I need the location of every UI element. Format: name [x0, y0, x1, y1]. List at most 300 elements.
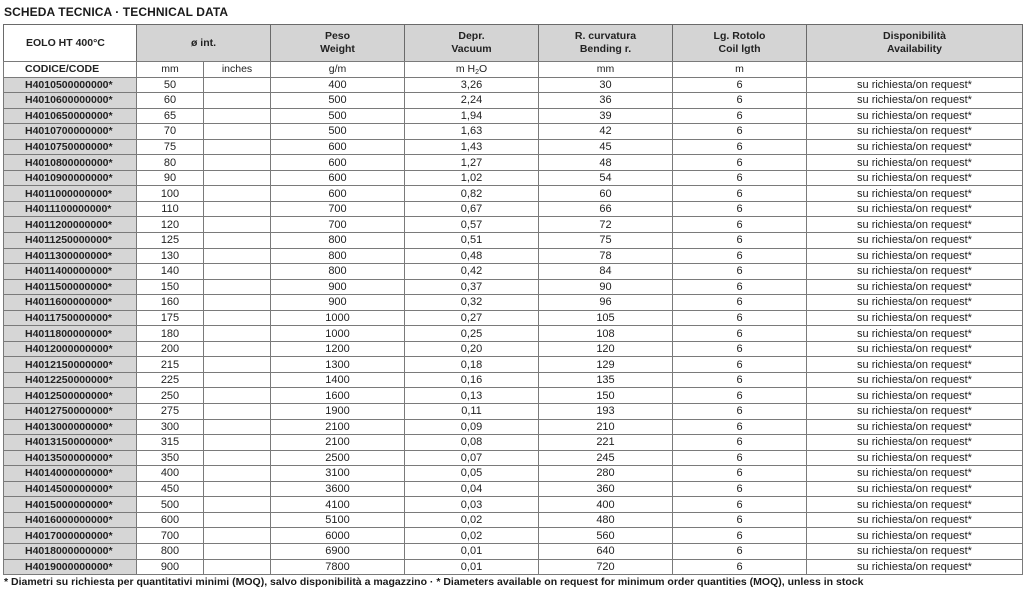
bending-radius: 245	[539, 450, 673, 466]
bending-radius: 66	[539, 201, 673, 217]
weight-header	[271, 25, 405, 62]
vacuum-unit-tail: O	[478, 63, 488, 76]
diameter-mm: 175	[137, 310, 204, 326]
diameter-mm: 120	[137, 217, 204, 233]
product-code: H4016000000000*	[4, 512, 137, 528]
weight-value: 900	[271, 279, 405, 295]
weight-value: 3600	[271, 481, 405, 497]
diameter-mm: 75	[137, 139, 204, 155]
diameter-mm: 160	[137, 295, 204, 311]
diameter-mm: 500	[137, 497, 204, 513]
bending-radius: 108	[539, 326, 673, 342]
table-row	[4, 124, 1023, 140]
footnote: * Diametri su richiesta per quantitativi minimi (MOQ), salvo disponibilità a magazzino · * Diameters available on request for minimum order quantities (MOQ), unless in stock	[4, 576, 864, 588]
coil-length: 6	[673, 466, 807, 482]
vacuum-value: 1,27	[405, 155, 539, 171]
bending-radius: 54	[539, 170, 673, 186]
bending-radius: 120	[539, 341, 673, 357]
diameter-inches	[204, 264, 271, 280]
page-title: SCHEDA TECNICA · TECHNICAL DATA	[4, 5, 229, 19]
vacuum-value: 0,37	[405, 279, 539, 295]
product-code: H4010600000000*	[4, 93, 137, 109]
mm-unit: mm	[137, 62, 204, 78]
coil-length: 6	[673, 186, 807, 202]
coil-length: 6	[673, 139, 807, 155]
availability-value: su richiesta/on request*	[807, 357, 1023, 373]
weight-value: 600	[271, 170, 405, 186]
bending-unit: mm	[539, 62, 673, 78]
coil-length: 6	[673, 497, 807, 513]
availability-value: su richiesta/on request*	[807, 466, 1023, 482]
weight-header-it: Peso	[324, 30, 351, 42]
availability-value: su richiesta/on request*	[807, 93, 1023, 109]
product-code: H4010500000000*	[4, 77, 137, 93]
bending-radius: 36	[539, 93, 673, 109]
availability-value: su richiesta/on request*	[807, 341, 1023, 357]
code-unit: CODICE/CODE	[4, 62, 137, 78]
inches-unit: inches	[204, 62, 271, 78]
diameter-mm: 600	[137, 512, 204, 528]
diameter-mm: 200	[137, 341, 204, 357]
diameter-mm: 60	[137, 93, 204, 109]
diameter-inches	[204, 77, 271, 93]
product-code: H4010800000000*	[4, 155, 137, 171]
availability-value: su richiesta/on request*	[807, 170, 1023, 186]
availability-value: su richiesta/on request*	[807, 248, 1023, 264]
weight-value: 1400	[271, 372, 405, 388]
table-row	[4, 404, 1023, 420]
diameter-inches	[204, 170, 271, 186]
diameter-mm: 70	[137, 124, 204, 140]
table-row	[4, 388, 1023, 404]
vacuum-value: 0,02	[405, 512, 539, 528]
table-row	[4, 217, 1023, 233]
diameter-inches	[204, 326, 271, 342]
coil-length: 6	[673, 233, 807, 249]
table-row	[4, 93, 1023, 109]
vacuum-value: 0,03	[405, 497, 539, 513]
availability-value: su richiesta/on request*	[807, 497, 1023, 513]
weight-value: 6900	[271, 543, 405, 559]
diameter-inches	[204, 497, 271, 513]
weight-value: 1300	[271, 357, 405, 373]
vacuum-value: 2,24	[405, 93, 539, 109]
table-row	[4, 559, 1023, 575]
product-code: H4010650000000*	[4, 108, 137, 124]
diameter-inches	[204, 466, 271, 482]
diameter-mm: 225	[137, 372, 204, 388]
availability-header	[807, 25, 1023, 62]
weight-value: 1000	[271, 326, 405, 342]
coil-length: 6	[673, 77, 807, 93]
coil-length: 6	[673, 450, 807, 466]
weight-header-en: Weight	[320, 43, 355, 55]
vacuum-value: 1,02	[405, 170, 539, 186]
product-code: H4012150000000*	[4, 357, 137, 373]
product-code: H4011600000000*	[4, 295, 137, 311]
diameter-inches	[204, 139, 271, 155]
availability-value: su richiesta/on request*	[807, 108, 1023, 124]
weight-value: 1000	[271, 310, 405, 326]
product-code: H4011200000000*	[4, 217, 137, 233]
availability-value: su richiesta/on request*	[807, 372, 1023, 388]
table-row	[4, 248, 1023, 264]
coil-length: 6	[673, 419, 807, 435]
diameter-inches	[204, 201, 271, 217]
availability-value: su richiesta/on request*	[807, 77, 1023, 93]
diameter-inches	[204, 108, 271, 124]
units-row	[4, 62, 1023, 78]
diameter-inches	[204, 248, 271, 264]
bending-radius: 560	[539, 528, 673, 544]
bending-radius: 30	[539, 77, 673, 93]
coil-length: 6	[673, 108, 807, 124]
product-code: H4013500000000*	[4, 450, 137, 466]
product-code: H4019000000000*	[4, 559, 137, 575]
weight-value: 3100	[271, 466, 405, 482]
table-row	[4, 310, 1023, 326]
vacuum-value: 0,09	[405, 419, 539, 435]
vacuum-value: 0,51	[405, 233, 539, 249]
vacuum-unit-sub: 2	[475, 69, 479, 77]
vacuum-value: 0,67	[405, 201, 539, 217]
weight-value: 700	[271, 201, 405, 217]
model-header: EOLO HT 400°C	[4, 25, 137, 62]
product-code: H4013000000000*	[4, 419, 137, 435]
weight-value: 600	[271, 155, 405, 171]
vacuum-header	[405, 25, 539, 62]
coil-length: 6	[673, 543, 807, 559]
table-row	[4, 201, 1023, 217]
bending-radius: 210	[539, 419, 673, 435]
coil-length: 6	[673, 217, 807, 233]
product-code: H4011400000000*	[4, 264, 137, 280]
table-row	[4, 77, 1023, 93]
availability-header-en: Availability	[886, 43, 943, 55]
availability-value: su richiesta/on request*	[807, 435, 1023, 451]
coil-length: 6	[673, 170, 807, 186]
table-row	[4, 108, 1023, 124]
product-code: H4018000000000*	[4, 543, 137, 559]
coil-length: 6	[673, 404, 807, 420]
vacuum-value: 0,11	[405, 404, 539, 420]
availability-value: su richiesta/on request*	[807, 450, 1023, 466]
product-code: H4012000000000*	[4, 341, 137, 357]
bending-header-it: R. curvatura	[574, 30, 637, 42]
table-row	[4, 233, 1023, 249]
bending-radius: 480	[539, 512, 673, 528]
bending-radius: 78	[539, 248, 673, 264]
diameter-inches	[204, 93, 271, 109]
coil-length: 6	[673, 388, 807, 404]
table-row	[4, 543, 1023, 559]
availability-value: su richiesta/on request*	[807, 295, 1023, 311]
table-row	[4, 450, 1023, 466]
bending-radius: 400	[539, 497, 673, 513]
diameter-inches	[204, 435, 271, 451]
availability-value: su richiesta/on request*	[807, 233, 1023, 249]
vacuum-value: 1,63	[405, 124, 539, 140]
product-code: H4011300000000*	[4, 248, 137, 264]
vacuum-value: 0,42	[405, 264, 539, 280]
availability-value: su richiesta/on request*	[807, 310, 1023, 326]
bending-radius: 280	[539, 466, 673, 482]
availability-value: su richiesta/on request*	[807, 481, 1023, 497]
coil-length: 6	[673, 528, 807, 544]
diameter-mm: 450	[137, 481, 204, 497]
product-code: H4011000000000*	[4, 186, 137, 202]
product-code: H4014000000000*	[4, 466, 137, 482]
diameter-mm: 100	[137, 186, 204, 202]
diameter-inches	[204, 310, 271, 326]
diameter-mm: 110	[137, 201, 204, 217]
weight-value: 700	[271, 217, 405, 233]
weight-value: 800	[271, 233, 405, 249]
table-row	[4, 155, 1023, 171]
vacuum-value: 1,94	[405, 108, 539, 124]
table-row	[4, 264, 1023, 280]
weight-value: 2100	[271, 419, 405, 435]
diameter-inches	[204, 372, 271, 388]
weight-value: 900	[271, 295, 405, 311]
bending-radius: 150	[539, 388, 673, 404]
availability-unit	[807, 62, 1023, 78]
diameter-mm: 800	[137, 543, 204, 559]
coil-length: 6	[673, 357, 807, 373]
coil-length: 6	[673, 341, 807, 357]
table-row	[4, 372, 1023, 388]
vacuum-unit	[405, 62, 539, 78]
availability-value: su richiesta/on request*	[807, 155, 1023, 171]
availability-header-it: Disponibilità	[883, 30, 946, 42]
product-code: H4011500000000*	[4, 279, 137, 295]
availability-value: su richiesta/on request*	[807, 201, 1023, 217]
coil-unit: m	[673, 62, 807, 78]
diameter-inches	[204, 543, 271, 559]
diameter-inches	[204, 512, 271, 528]
bending-header-en: Bending r.	[579, 43, 632, 55]
table-row	[4, 435, 1023, 451]
product-code: H4013150000000*	[4, 435, 137, 451]
vacuum-value: 0,01	[405, 543, 539, 559]
table-header	[3, 24, 1023, 62]
coil-length: 6	[673, 559, 807, 575]
table-row	[4, 341, 1023, 357]
availability-value: su richiesta/on request*	[807, 326, 1023, 342]
diameter-inches	[204, 404, 271, 420]
bending-radius: 90	[539, 279, 673, 295]
vacuum-value: 0,32	[405, 295, 539, 311]
availability-value: su richiesta/on request*	[807, 124, 1023, 140]
product-code: H4015000000000*	[4, 497, 137, 513]
diameter-inches	[204, 295, 271, 311]
bending-radius: 135	[539, 372, 673, 388]
weight-value: 1900	[271, 404, 405, 420]
bending-radius: 105	[539, 310, 673, 326]
availability-value: su richiesta/on request*	[807, 543, 1023, 559]
availability-value: su richiesta/on request*	[807, 264, 1023, 280]
availability-value: su richiesta/on request*	[807, 186, 1023, 202]
bending-radius: 75	[539, 233, 673, 249]
diameter-inches	[204, 279, 271, 295]
coil-length: 6	[673, 310, 807, 326]
product-code: H4014500000000*	[4, 481, 137, 497]
bending-radius: 48	[539, 155, 673, 171]
coil-length: 6	[673, 124, 807, 140]
diameter-mm: 140	[137, 264, 204, 280]
bending-radius: 221	[539, 435, 673, 451]
table-row	[4, 466, 1023, 482]
diameter-inches	[204, 388, 271, 404]
vacuum-value: 0,82	[405, 186, 539, 202]
availability-value: su richiesta/on request*	[807, 279, 1023, 295]
weight-value: 500	[271, 108, 405, 124]
availability-value: su richiesta/on request*	[807, 388, 1023, 404]
diameter-mm: 130	[137, 248, 204, 264]
diameter-inches	[204, 186, 271, 202]
diameter-mm: 300	[137, 419, 204, 435]
table-row	[4, 357, 1023, 373]
diameter-mm: 65	[137, 108, 204, 124]
availability-value: su richiesta/on request*	[807, 528, 1023, 544]
weight-value: 5100	[271, 512, 405, 528]
vacuum-value: 0,27	[405, 310, 539, 326]
diameter-inches	[204, 217, 271, 233]
diameter-mm: 315	[137, 435, 204, 451]
coil-length: 6	[673, 248, 807, 264]
bending-header	[539, 25, 673, 62]
product-code: H4011750000000*	[4, 310, 137, 326]
diameter-inches	[204, 357, 271, 373]
vacuum-value: 0,13	[405, 388, 539, 404]
weight-value: 600	[271, 139, 405, 155]
table-row	[4, 326, 1023, 342]
table-row	[4, 419, 1023, 435]
vacuum-value: 0,16	[405, 372, 539, 388]
vacuum-header-it: Depr.	[458, 30, 485, 42]
vacuum-value: 0,05	[405, 466, 539, 482]
vacuum-value: 0,48	[405, 248, 539, 264]
weight-value: 500	[271, 124, 405, 140]
diameter-inches	[204, 481, 271, 497]
technical-data-table	[3, 61, 1023, 575]
coil-length: 6	[673, 201, 807, 217]
diameter-inches	[204, 124, 271, 140]
coil-length: 6	[673, 481, 807, 497]
availability-value: su richiesta/on request*	[807, 419, 1023, 435]
weight-value: 4100	[271, 497, 405, 513]
bending-radius: 60	[539, 186, 673, 202]
bending-radius: 129	[539, 357, 673, 373]
coil-header	[673, 25, 807, 62]
vacuum-value: 0,20	[405, 341, 539, 357]
table-row	[4, 279, 1023, 295]
diameter-mm: 900	[137, 559, 204, 575]
weight-value: 800	[271, 264, 405, 280]
table-row	[4, 528, 1023, 544]
bending-radius: 96	[539, 295, 673, 311]
availability-value: su richiesta/on request*	[807, 559, 1023, 575]
diameter-inches	[204, 233, 271, 249]
weight-value: 500	[271, 93, 405, 109]
table-row	[4, 139, 1023, 155]
bending-radius: 84	[539, 264, 673, 280]
coil-length: 6	[673, 372, 807, 388]
vacuum-value: 0,01	[405, 559, 539, 575]
product-code: H4012250000000*	[4, 372, 137, 388]
bending-radius: 640	[539, 543, 673, 559]
weight-value: 2500	[271, 450, 405, 466]
weight-value: 800	[271, 248, 405, 264]
diameter-mm: 350	[137, 450, 204, 466]
diameter-mm: 700	[137, 528, 204, 544]
product-code: H4011100000000*	[4, 201, 137, 217]
availability-value: su richiesta/on request*	[807, 512, 1023, 528]
diameter-mm: 150	[137, 279, 204, 295]
diameter-mm: 50	[137, 77, 204, 93]
bending-radius: 360	[539, 481, 673, 497]
vacuum-value: 0,08	[405, 435, 539, 451]
vacuum-value: 0,07	[405, 450, 539, 466]
weight-value: 1200	[271, 341, 405, 357]
diameter-mm: 180	[137, 326, 204, 342]
diameter-inches	[204, 450, 271, 466]
vacuum-header-en: Vacuum	[451, 43, 492, 55]
product-code: H4010700000000*	[4, 124, 137, 140]
availability-value: su richiesta/on request*	[807, 217, 1023, 233]
product-code: H4012500000000*	[4, 388, 137, 404]
weight-value: 7800	[271, 559, 405, 575]
diameter-inches	[204, 155, 271, 171]
bending-radius: 42	[539, 124, 673, 140]
weight-value: 2100	[271, 435, 405, 451]
availability-value: su richiesta/on request*	[807, 139, 1023, 155]
bending-radius: 72	[539, 217, 673, 233]
weight-value: 600	[271, 186, 405, 202]
vacuum-value: 0,57	[405, 217, 539, 233]
table-row	[4, 186, 1023, 202]
diameter-mm: 275	[137, 404, 204, 420]
coil-header-it: Lg. Rotolo	[713, 30, 766, 42]
bending-radius: 39	[539, 108, 673, 124]
diameter-mm: 80	[137, 155, 204, 171]
bending-radius: 720	[539, 559, 673, 575]
diameter-mm: 215	[137, 357, 204, 373]
coil-length: 6	[673, 435, 807, 451]
diameter-mm: 400	[137, 466, 204, 482]
product-code: H4011800000000*	[4, 326, 137, 342]
table-row	[4, 481, 1023, 497]
product-code: H4011250000000*	[4, 233, 137, 249]
vacuum-value: 0,02	[405, 528, 539, 544]
weight-value: 400	[271, 77, 405, 93]
coil-length: 6	[673, 295, 807, 311]
bending-radius: 45	[539, 139, 673, 155]
weight-unit: g/m	[271, 62, 405, 78]
diameter-mm: 90	[137, 170, 204, 186]
diameter-inches	[204, 341, 271, 357]
table-row	[4, 512, 1023, 528]
weight-value: 1600	[271, 388, 405, 404]
coil-length: 6	[673, 264, 807, 280]
coil-length: 6	[673, 326, 807, 342]
availability-value: su richiesta/on request*	[807, 404, 1023, 420]
vacuum-value: 3,26	[405, 77, 539, 93]
table-row	[4, 295, 1023, 311]
bending-radius: 193	[539, 404, 673, 420]
coil-length: 6	[673, 512, 807, 528]
product-code: H4010750000000*	[4, 139, 137, 155]
